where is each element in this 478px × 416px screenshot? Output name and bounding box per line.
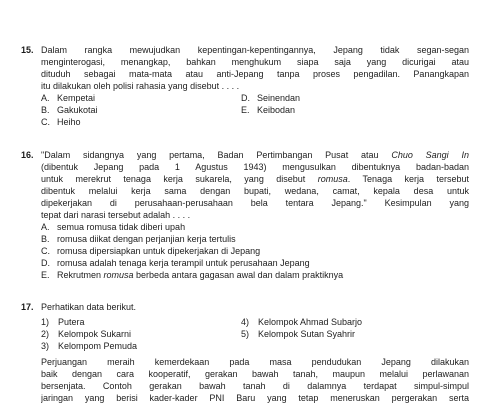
stem-line: itu dilakukan oleh polisi rahasia yang disebut . . . . [41, 81, 240, 91]
option-a[interactable]: A. semua romusa tidak diberi upah [41, 222, 186, 232]
stem-line: Perjuangan meraih kemerdekaan pada masa pendudukan Jepang dilakukan [41, 357, 469, 367]
data-list: 1) Putera 4) Kelompok Ahmad Subarjo 2) Kelompok Sukarni 5) Kelompok Sutan Syahrir 3) Kelompom Pemuda [41, 317, 363, 351]
question-intro: Perhatikan data berikut. [41, 302, 137, 312]
question-stem [41, 44, 469, 92]
question-number: 15. [21, 45, 34, 55]
question-number: 16. [21, 150, 34, 160]
answer-options [41, 221, 469, 281]
stem-line: Dalam rangka mewujudkan kepentingan-kepentingannya, Jepang tidak segan-segan [41, 45, 469, 55]
stem-line: baik dengan cara kooperatif, gerakan bawah tanah, maupun melalui perlawanan [41, 369, 469, 379]
stem-line: dibentuk melalui kerja sama dengan bupati, wedana, camat, kepala desa untuk [41, 186, 469, 196]
stem-line: dipekerjakan di perusahaan-perusahaan bela tentara Jepang." Kesimpulan yang [41, 198, 469, 208]
stem-line: jaringan yang berisi kader-kader PNI Baru yang tetap meneruskan pergerakan serta [41, 393, 469, 403]
question-stem [41, 356, 469, 404]
answer-options: A. Kempetai D. Seinendan B. Gakukotai E. Keibodan C. Heiho [41, 93, 301, 127]
stem-line: tepat dari narasi tersebut adalah . . . . [41, 210, 191, 220]
question-stem [41, 149, 469, 221]
question-body [41, 149, 469, 281]
question-number: 17. [21, 302, 34, 312]
question-body [41, 44, 469, 128]
option-c[interactable]: C. romusa dipersiapkan untuk dipekerjakan di Jepang [41, 246, 261, 256]
stem-line: "Dalam sidangnya yang pertama, Badan Pertimbangan Pusat atau Chuo Sangi In [41, 150, 469, 160]
stem-line: untuk merekrut tenaga kerja sukarela, yang disebut romusa. Tenaga kerja tersebut [41, 174, 469, 184]
stem-line: menginterogasi, menangkap, bahkan menghukum siapa saja yang dicurigai atau [41, 57, 469, 67]
stem-line: dituduh sebagai mata-mata atau anti-Jepang tanpa proses pengadilan. Panangkapan [41, 69, 469, 79]
stem-line: bersenjata. Contoh gerakan bawah tanah di dalamnya terdapat simpul-simpul [41, 381, 469, 391]
option-d[interactable]: D. romusa adalah tenaga kerja terampil untuk perusahaan Jepang [41, 258, 310, 268]
option-e[interactable]: E. Rekrutmen romusa berbeda antara gagasan awal dan dalam praktiknya [41, 270, 344, 280]
stem-line: (dibentuk Jepang pada 1 Agustus 1943) mengusulkan dibentuknya badan-badan [41, 162, 469, 172]
question-body [41, 301, 469, 404]
option-b[interactable]: B. romusa diikat dengan perjanjian kerja tertulis [41, 234, 236, 244]
